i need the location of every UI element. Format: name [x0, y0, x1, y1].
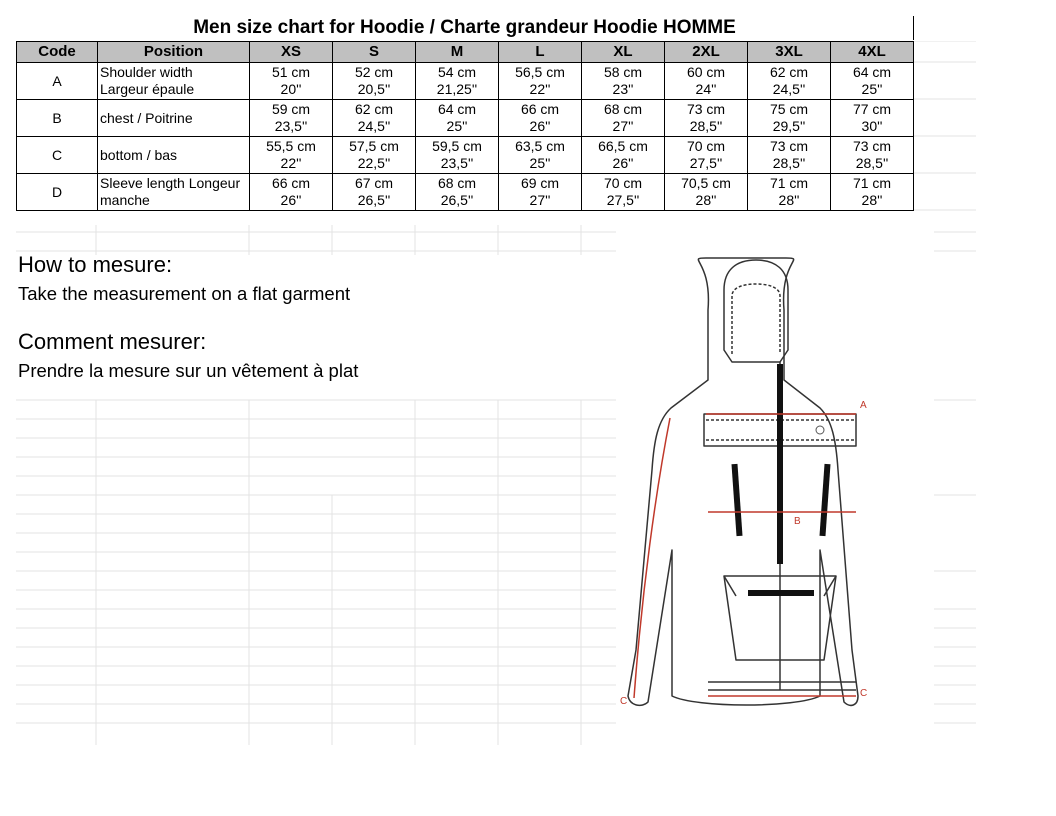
cm-value: 64 cm [437, 101, 477, 117]
position-line1: chest / Poitrine [100, 109, 193, 126]
size-cell [748, 174, 831, 211]
size-cell [748, 100, 831, 137]
size-cell [582, 63, 665, 100]
size-cell [582, 137, 665, 174]
cm-value: 56,5 cm [515, 64, 565, 80]
cm-value: 66 cm [520, 101, 560, 117]
size-cell [665, 174, 748, 211]
header-position: Position [98, 42, 250, 63]
size-table [16, 41, 914, 211]
row-position [98, 137, 250, 174]
position-line2: Largeur épaule [100, 81, 195, 97]
inch-value: 26,5'' [440, 192, 474, 208]
measure-line-d-sleeve [634, 418, 670, 698]
size-cell [831, 174, 914, 211]
hoodie-diagram [612, 250, 880, 730]
inch-value: 23,5'' [274, 118, 308, 134]
cm-value: 70 cm [686, 138, 726, 154]
header-s: S [333, 42, 416, 63]
howto-heading-fr: Comment mesurer: [18, 329, 207, 354]
table-row [17, 137, 914, 174]
inch-value: 25'' [529, 155, 551, 171]
inch-value: 22,5'' [357, 155, 391, 171]
inch-value: 28'' [695, 192, 717, 208]
header-l: L [499, 42, 582, 63]
grid-right-strip [914, 41, 976, 211]
inch-value: 24'' [695, 81, 717, 97]
inch-value: 24,5'' [772, 81, 806, 97]
cm-value: 69 cm [520, 175, 560, 191]
size-cell [416, 174, 499, 211]
header-xl: XL [582, 42, 665, 63]
cm-value: 68 cm [603, 101, 643, 117]
chest-logo-icon [816, 426, 824, 434]
size-cell [582, 174, 665, 211]
header-2xl: 2XL [665, 42, 748, 63]
size-cell [250, 137, 333, 174]
howto-text-fr: Prendre la mesure sur un vêtement à plat [18, 360, 359, 381]
size-cell [333, 63, 416, 100]
row-code: B [17, 100, 98, 137]
cm-value: 73 cm [852, 138, 892, 154]
cm-value: 73 cm [686, 101, 726, 117]
size-cell [499, 63, 582, 100]
size-cell [831, 137, 914, 174]
cm-value: 71 cm [769, 175, 809, 191]
size-cell [333, 174, 416, 211]
cm-value: 52 cm [354, 64, 394, 80]
size-cell [665, 100, 748, 137]
inch-value: 28,5'' [689, 118, 723, 134]
cm-value: 73 cm [769, 138, 809, 154]
header-3xl: 3XL [748, 42, 831, 63]
inch-value: 29,5'' [772, 118, 806, 134]
header-xs: XS [250, 42, 333, 63]
size-cell [416, 100, 499, 137]
inch-value: 23,5'' [440, 155, 474, 171]
inch-value: 28,5'' [855, 155, 889, 171]
inch-value: 27'' [529, 192, 551, 208]
size-cell [250, 63, 333, 100]
cm-value: 59 cm [271, 101, 311, 117]
inch-value: 20'' [280, 81, 302, 97]
size-cell [416, 63, 499, 100]
chart-title: Men size chart for Hoodie / Charte grandeur Hoodie HOMME [16, 16, 914, 40]
pocket-logo-bar [748, 590, 814, 596]
size-cell [748, 63, 831, 100]
size-cell [250, 100, 333, 137]
size-cell [831, 100, 914, 137]
position-line2: manche [100, 192, 150, 208]
inch-value: 28,5'' [772, 155, 806, 171]
position-line1: bottom / bas [100, 146, 178, 163]
cm-value: 51 cm [271, 64, 311, 80]
cm-value: 77 cm [852, 101, 892, 117]
row-code: A [17, 63, 98, 100]
inch-value: 27'' [612, 118, 634, 134]
cm-value: 59,5 cm [432, 138, 482, 154]
right-zip-pocket [819, 464, 830, 536]
inch-value: 28'' [861, 192, 883, 208]
size-cell [333, 100, 416, 137]
header-4xl: 4XL [831, 42, 914, 63]
cm-value: 70,5 cm [681, 175, 731, 191]
inch-value: 27,5'' [606, 192, 640, 208]
size-cell [582, 100, 665, 137]
size-cell [665, 137, 748, 174]
label-c-right: C [860, 688, 868, 699]
position-line1: Sleeve length Longeur [100, 175, 241, 191]
inch-value: 26'' [280, 192, 302, 208]
size-cell [416, 137, 499, 174]
label-c-left: C [620, 696, 628, 707]
hood [724, 260, 788, 362]
inch-value: 27,5'' [689, 155, 723, 171]
left-zip-pocket [731, 464, 742, 536]
cm-value: 62 cm [769, 64, 809, 80]
howto-text-en: Take the measurement on a flat garment [18, 283, 351, 304]
cm-value: 75 cm [769, 101, 809, 117]
inch-value: 25'' [861, 81, 883, 97]
inch-value: 23'' [612, 81, 634, 97]
size-cell [499, 100, 582, 137]
cm-value: 55,5 cm [266, 138, 316, 154]
size-cell [665, 63, 748, 100]
cm-value: 58 cm [603, 64, 643, 80]
inch-value: 24,5'' [357, 118, 391, 134]
inch-value: 30'' [861, 118, 883, 134]
cm-value: 60 cm [686, 64, 726, 80]
row-code: C [17, 137, 98, 174]
inch-value: 26'' [612, 155, 634, 171]
cm-value: 66 cm [271, 175, 311, 191]
cm-value: 63,5 cm [515, 138, 565, 154]
header-row [17, 42, 914, 63]
size-cell [748, 137, 831, 174]
row-position [98, 100, 250, 137]
cm-value: 66,5 cm [598, 138, 648, 154]
cm-value: 62 cm [354, 101, 394, 117]
main-zipper [777, 364, 783, 564]
row-code: D [17, 174, 98, 211]
table-row [17, 100, 914, 137]
row-position [98, 63, 250, 100]
size-cell [831, 63, 914, 100]
row-position [98, 174, 250, 211]
header-m: M [416, 42, 499, 63]
header-code: Code [17, 42, 98, 63]
cm-value: 64 cm [852, 64, 892, 80]
label-b: B [794, 516, 801, 527]
table-row [17, 174, 914, 211]
label-a: A [860, 400, 867, 411]
size-cell [499, 137, 582, 174]
table-row [17, 63, 914, 100]
inch-value: 26'' [529, 118, 551, 134]
inch-value: 22'' [529, 81, 551, 97]
cm-value: 67 cm [354, 175, 394, 191]
inch-value: 25'' [446, 118, 468, 134]
howto-heading-en: How to mesure: [18, 252, 173, 277]
inch-value: 26,5'' [357, 192, 391, 208]
inch-value: 21,25'' [436, 81, 478, 97]
inch-value: 20,5'' [357, 81, 391, 97]
size-cell [333, 137, 416, 174]
cm-value: 68 cm [437, 175, 477, 191]
cm-value: 57,5 cm [349, 138, 399, 154]
size-cell [250, 174, 333, 211]
size-cell [499, 174, 582, 211]
inch-value: 28'' [778, 192, 800, 208]
cm-value: 71 cm [852, 175, 892, 191]
cm-value: 54 cm [437, 64, 477, 80]
position-line1: Shoulder width [100, 64, 193, 80]
cm-value: 70 cm [603, 175, 643, 191]
inch-value: 22'' [280, 155, 302, 171]
